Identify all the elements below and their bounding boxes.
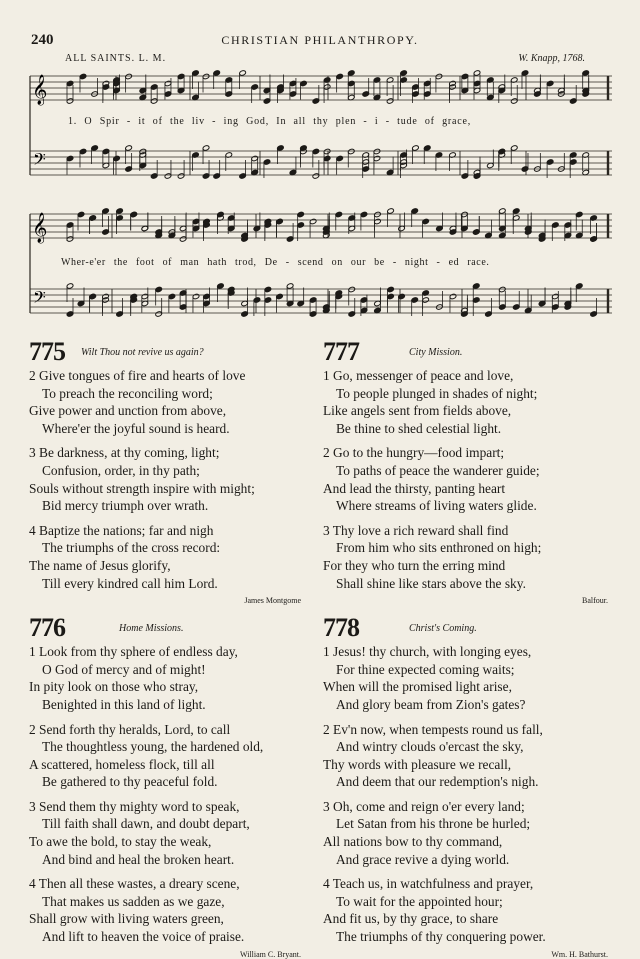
stanza — [29, 798, 319, 868]
verse-line: When will the promised light arise, — [323, 679, 512, 695]
verse-line: 2 Go to the hungry—food impart; — [323, 445, 505, 461]
verse-line: The thoughtless young, the hardened old, — [42, 739, 264, 755]
verse-line: Till every kindred call him Lord. — [42, 575, 218, 591]
verse-line: To paths of peace the wanderer guide; — [336, 462, 540, 478]
music-system-2 — [28, 206, 614, 336]
verse-line: Confusion, order, in thy path; — [42, 462, 200, 478]
bass-clef-icon: 𝄢 — [33, 149, 46, 173]
verse-line: And wintry clouds o'ercast the sky, — [336, 739, 524, 755]
stanza — [323, 721, 613, 791]
right-column — [323, 337, 613, 959]
verse-line: 1 Go, messenger of peace and love, — [323, 368, 514, 383]
verse-line: Souls without strength inspire with might; — [29, 480, 255, 496]
verse-line: The name of Jesus glorify, — [29, 557, 171, 573]
verse-line: 1 Look from thy sphere of endless day, — [29, 644, 238, 660]
verse-line: 3 Send them thy mighty word to speak, — [29, 798, 240, 814]
verse-line: 2 Ev'n now, when tempests round us fall, — [323, 721, 543, 737]
treble-clef-icon: 𝄞 — [32, 75, 48, 105]
verse-line: A scattered, homeless flock, till all — [29, 756, 215, 772]
verse-line: 4 Then all these wastes, a dreary scene, — [29, 876, 240, 892]
bass-clef-icon: 𝄢 — [33, 287, 46, 311]
hymn-author: James Montgome — [244, 596, 301, 606]
hymn-title: City Mission. — [409, 347, 463, 358]
verse-line: The triumphs of thy conquering power. — [336, 929, 546, 945]
verse-line: Be thine to shed celestial light. — [336, 420, 502, 436]
verse-line: And bind and heal the broken heart. — [42, 851, 235, 867]
verse-line: And lift to heaven the voice of praise. — [42, 929, 245, 945]
stanza — [323, 367, 613, 437]
stanza — [323, 875, 613, 945]
page-header — [0, 32, 640, 50]
verse-line: And fit us, by thy grace, to share — [323, 911, 499, 927]
verse-line: From him who sits enthroned on high; — [336, 540, 542, 556]
hymn-title: Christ's Coming. — [409, 623, 477, 635]
verse-line: Where streams of living waters glide. — [336, 498, 537, 514]
verse-line: 3 Thy love a rich reward shall find — [323, 522, 509, 538]
verse-line: All nations bow to thy command, — [323, 834, 503, 850]
stanza — [323, 643, 613, 713]
left-column — [29, 337, 319, 959]
verse-line: Shall shine like stars above the sky. — [336, 575, 526, 591]
hymn-title: Wilt Thou not revive us again? — [81, 347, 204, 358]
hymn-777 — [323, 337, 613, 606]
hymn-author: Balfour. — [582, 596, 608, 606]
treble-clef-icon: 𝄞 — [32, 213, 48, 243]
tune-composer: W. Knapp, 1768. — [518, 53, 585, 64]
verse-line: Like angels sent from fields above, — [323, 403, 512, 419]
verse-line: Be gathered to thy peaceful fold. — [42, 774, 218, 790]
hymn-number: 778 — [323, 613, 359, 643]
stanza — [29, 643, 319, 713]
hymn-number: 776 — [29, 613, 65, 643]
verse-line: Give power and unction from above, — [29, 403, 227, 419]
verse-line: The triumphs of the cross record: — [42, 540, 221, 556]
verse-line: Where'er the joyful sound is heard. — [42, 420, 230, 436]
verse-line: For thine expected coming waits; — [336, 661, 515, 677]
verse-line: That makes us sadden as we gaze, — [42, 893, 225, 909]
stanza — [29, 444, 319, 514]
verse-line: And deem that our redemption's nigh. — [336, 774, 539, 790]
verse-line: 4 Baptize the nations; far and nigh — [29, 522, 214, 538]
verse-line: To wait for the appointed hour; — [336, 893, 503, 909]
verse-line: 3 Be darkness, at thy coming, light; — [29, 445, 220, 461]
verse-line: 2 Send forth thy heralds, Lord, to call — [29, 721, 231, 737]
verse-line: 1 Jesus! thy church, with longing eyes, — [323, 644, 532, 660]
verse-line: Thy words with pleasure we recall, — [323, 756, 512, 772]
verse-line: Till faith shall dawn, and doubt depart, — [42, 816, 250, 832]
verse-line: For they who turn the erring mind — [323, 557, 506, 573]
hymn-author: William C. Bryant. — [239, 949, 301, 959]
hymn-number: 777 — [323, 337, 359, 366]
stanza — [323, 522, 613, 592]
hymn-775 — [29, 337, 319, 606]
lyric-line-2: Wher-e'er the foot of man hath trod, De - scend on our be - night - ed race. — [61, 257, 490, 268]
hymn-778 — [323, 613, 613, 959]
page-number: 240 — [31, 32, 54, 48]
hymn-number: 775 — [29, 337, 65, 366]
verse-line: O God of mercy and of might! — [42, 661, 206, 677]
verse-line: Bid mercy triumph over wrath. — [42, 498, 209, 514]
verse-line: In pity look on those who stray, — [29, 679, 199, 695]
verse-line: To awe the bold, to stay the weak, — [29, 834, 212, 850]
running-title: CHRISTIAN PHILANTHROPY. — [221, 33, 419, 47]
stanza — [323, 798, 613, 868]
verse-line: Benighted in this land of light. — [42, 696, 206, 712]
stanza — [29, 721, 319, 791]
verse-line: Let Satan from his throne be hurled; — [336, 816, 531, 832]
stanza — [29, 522, 319, 592]
hymn-776 — [29, 613, 319, 959]
verse-line: And grace revive a dying world. — [336, 851, 510, 867]
verse-line: 2 Give tongues of fire and hearts of love — [29, 368, 246, 383]
hymn-author: Wm. H. Bathurst. — [551, 949, 608, 959]
stanza — [29, 875, 319, 945]
verse-line: And glory beam from Zion's gates? — [336, 696, 526, 712]
verse-line: 3 Oh, come and reign o'er every land; — [323, 798, 525, 814]
verse-line: And lead the thirsty, panting heart — [323, 480, 506, 496]
hymn-title: Home Missions. — [119, 623, 184, 635]
verse-line: Shall grow with living waters green, — [29, 911, 224, 927]
stanza — [323, 444, 613, 514]
stanza — [29, 367, 319, 437]
verse-line: 4 Teach us, in watchfulness and prayer, — [323, 876, 534, 892]
verse-line: To preach the reconciling word; — [42, 385, 213, 401]
music-system-1 — [28, 68, 614, 198]
verse-line: To people plunged in shades of night; — [336, 385, 538, 401]
tune-name: ALL SAINTS. L. M. — [65, 53, 167, 64]
lyric-line-1: 1. O Spir - it of the liv - ing God, In all thy plen - i - tude of grace, — [68, 116, 472, 127]
